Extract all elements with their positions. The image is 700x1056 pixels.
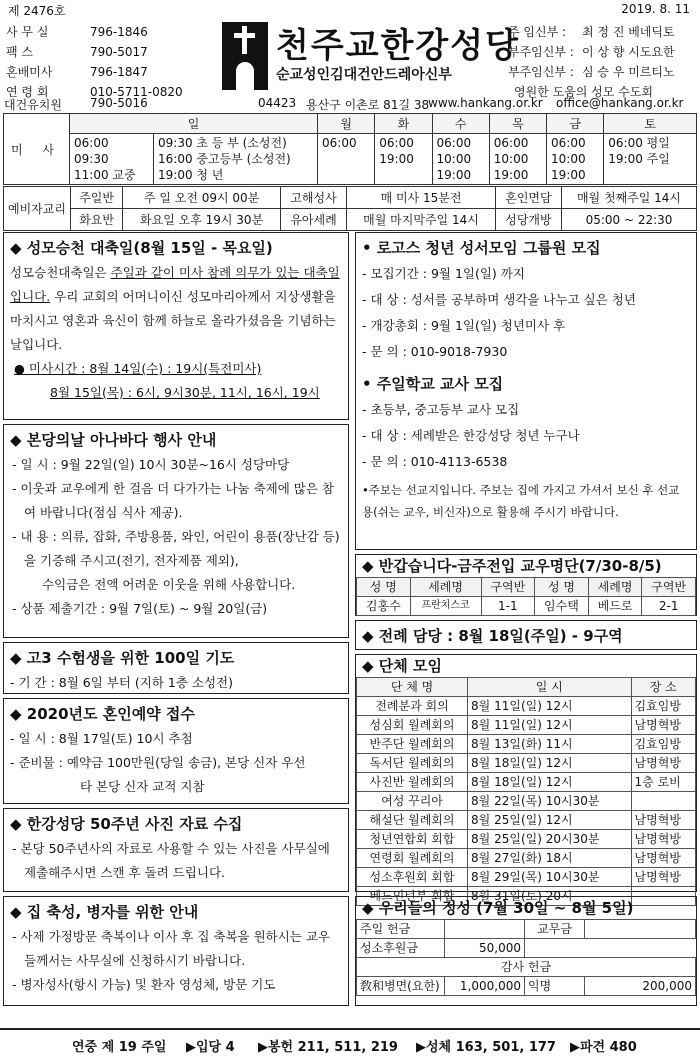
photo-collection-notice [3, 808, 349, 892]
address-bar [0, 96, 700, 112]
section-title: ◆ 고3 수험생을 위한 100일 기도 [10, 649, 235, 667]
table-cell: 김효임방 [631, 735, 695, 754]
table-cell: 반주단 월례회의 [357, 735, 468, 754]
welcome-notice [355, 554, 697, 616]
table-cell: 해설단 월례회의 [357, 811, 468, 830]
communion-hymn: ▶성체 163, 501, 177 [416, 1040, 556, 1055]
table-cell: 50,000 [445, 939, 525, 958]
table-cell: 남명혁방 [631, 811, 695, 830]
section-title: ◆ 본당의날 아나바다 행사 안내 [10, 431, 217, 449]
table-row [357, 868, 696, 887]
table-cell: 성소후원회 회합 [357, 868, 468, 887]
table-cell: 사진반 월례회의 [357, 773, 468, 792]
table-cell: 교무금 [525, 920, 585, 939]
table-cell [631, 792, 695, 811]
table-cell: 남명혁방 [631, 716, 695, 735]
section-line: - 초등부, 중고등부 교사 모집 [362, 402, 520, 417]
table-row [357, 849, 696, 868]
section-title: ◆ 집 축성, 병자를 위한 안내 [10, 903, 199, 921]
table-cell: 8월 29일(목) 10시30분 [468, 868, 632, 887]
table-header: 구역반 [642, 578, 696, 597]
staff-name: 심 승 우 미르티노 [582, 65, 675, 79]
contact-label: 연 령 회 [6, 85, 49, 99]
table-cell: 05:00 ~ 22:30 [562, 209, 697, 231]
mass-times: 06:00 10:00 19:00 [547, 134, 604, 185]
table-row [357, 716, 696, 735]
table-cell: 베드로 [588, 597, 642, 616]
table-cell [525, 939, 696, 958]
table-header: 일 시 [468, 678, 632, 697]
table-cell: 8월 11일(일) 12시 [468, 716, 632, 735]
section-title: ◆ 우리들의 정성 (7월 30일 ~ 8월 5일) [362, 899, 634, 917]
assumption-notice [3, 232, 349, 420]
liturgical-week: 연중 제 19 주일 [72, 1040, 167, 1055]
section-line: - 개강총회 : 9월 1일(일) 청년미사 후 [362, 318, 566, 333]
staff-role: 주 임신부 : [508, 25, 567, 39]
table-cell: 8월 25일(일) 12시 [468, 811, 632, 830]
section-line: - 일 시 : 9월 22일(일) 10시 30분~16시 성당마당 [12, 457, 290, 472]
day-header: 수 [432, 114, 489, 134]
section-line: - 문 의 : 010-4113-6538 [362, 454, 508, 469]
table-cell: 성심회 월례회의 [357, 716, 468, 735]
section-line: - 병자성사(항시 가능) 및 환자 영성체, 방문 기도 [12, 977, 276, 992]
section-line: - 본당 50주년사의 자료로 사용할 수 있는 사진을 사무실에 제출해주시면 스캔 후 돌려 드립니다. [12, 841, 330, 880]
postal-code: 04423 [258, 96, 297, 110]
table-cell: 임수택 [535, 597, 589, 616]
bulletin-header [0, 0, 700, 112]
mass-times-line: ● 미사시간 : 8월 14일(수) : 19시(특전미사) [14, 361, 262, 376]
mass-times-line: 8월 15일(목) : 6시, 9시30분, 11시, 16시, 19시 [50, 385, 320, 400]
contact-label: 사 무 실 [6, 25, 49, 39]
section-line: - 모집기간 : 9월 1일(일) 까지 [362, 266, 525, 281]
recessional-hymn: ▶파견 480 [570, 1040, 637, 1055]
street-address: 용산구 이촌로 81길 38 [306, 98, 430, 112]
table-cell: 화요반 [70, 209, 122, 231]
table-cell: 성소후원금 [357, 939, 445, 958]
table-cell: 주일반 [70, 187, 122, 209]
hymn-footer [0, 1028, 700, 1056]
table-row [357, 830, 696, 849]
section-line: - 이웃과 교우에게 한 걸음 더 다가가는 나눔 축제에 많은 참여 바랍니다(점심 식사 제공). [12, 481, 334, 520]
table-cell: 전례분과 회의 [357, 697, 468, 716]
table-cell: 여성 꾸리아 [357, 792, 468, 811]
contact-value: 790-5017 [90, 45, 148, 59]
table-cell: 8월 22일(목) 10시30분 [468, 792, 632, 811]
section-title: ◆ 한강성당 50주년 사진 자료 수집 [10, 815, 243, 833]
table-cell: 매월 첫째주일 14시 [562, 187, 697, 209]
table-cell: 남명혁방 [631, 754, 695, 773]
table-cell: 2-1 [642, 597, 696, 616]
issue-date: 2019. 8. 11 [621, 2, 690, 16]
table-header: 성 명 [357, 578, 411, 597]
contact-row [6, 62, 183, 82]
staff-role: 부주임신부 : [508, 45, 574, 59]
blessing-notice [3, 896, 349, 1006]
table-cell: 1-1 [481, 597, 535, 616]
table-cell: 8월 27일(화) 18시 [468, 849, 632, 868]
mass-schedule-table [3, 113, 697, 185]
section-title: • 주일학교 교사 모집 [362, 375, 504, 393]
mass-times: 06:00 10:00 19:00 [432, 134, 489, 185]
table-header: 장 소 [631, 678, 695, 697]
contact-row [6, 22, 183, 42]
table-cell: 프란치스코 [410, 597, 481, 616]
anabada-notice [3, 424, 349, 638]
table-cell: 8월 18일(일) 12시 [468, 754, 632, 773]
table-cell: 8월 18일(일) 12시 [468, 773, 632, 792]
contact-label: 혼배미사 [6, 65, 53, 79]
table-cell: 8월 25일(일) 20시30분 [468, 830, 632, 849]
table-cell: 매월 마지막주일 14시 [347, 209, 496, 231]
contact-row [6, 42, 183, 62]
mass-times: 06:00 09:30 11:00 교중 [70, 134, 154, 185]
contact-list [6, 22, 183, 102]
catechism-table [3, 186, 697, 231]
table-cell: 敎和병면(요한) [357, 977, 445, 996]
table-cell: 주 일 오전 09시 00분 [123, 187, 281, 209]
section-line: - 준비물 : 예약금 100만원(당일 송금), 본당 신자 우선 [10, 755, 306, 770]
bulletin-note: •주보는 선교지입니다. 주보는 집에 가지고 가셔서 보신 후 선교용(쉬는 교우, 비신자)으로 활용해 주시기 바랍니다. [362, 483, 680, 519]
offering-notice [355, 896, 697, 1006]
table-header: 세례명 [588, 578, 642, 597]
table-header: 단 체 명 [357, 678, 468, 697]
table-cell: 감사 헌금 [357, 958, 696, 977]
table-header: 성 명 [535, 578, 589, 597]
section-title: ◆ 성모승천 대축일(8월 15일 - 목요일) [10, 239, 273, 257]
church-subtitle: 순교성인김대건안드레아신부 [276, 67, 452, 83]
table-cell: 매 미사 15분전 [347, 187, 496, 209]
day-header: 일 [70, 114, 318, 134]
staff-name: 이 상 향 시도요한 [582, 45, 675, 59]
section-line: - 문 의 : 010-9018-7930 [362, 344, 508, 359]
table-cell: 1,000,000 [445, 977, 525, 996]
groups-notice [355, 654, 697, 903]
section-line: 수익금은 전액 어려운 이웃을 위해 사용합니다. [42, 577, 296, 592]
mass-times: 06:00 19:00 [375, 134, 432, 185]
section-title: • 로고스 청년 성서모임 그룹원 모집 [362, 239, 601, 257]
table-cell [445, 920, 525, 939]
staff-name: 최 정 진 베네딕토 [582, 25, 675, 39]
email-link[interactable]: office@hankang.or.kr [556, 96, 684, 110]
website-link[interactable]: www.hankang.or.kr [428, 96, 543, 110]
section-title: ◆ 전례 담당 : 8월 18일(주일) - 9구역 [362, 627, 623, 645]
offertory-hymn: ▶봉헌 211, 511, 219 [258, 1040, 398, 1055]
section-body: 성모승천대축일은 주일과 같이 미사 참례 의무가 있는 대축일입니다. 우리 교회의 어머니이신 성모마리아께서 지상생활을 마치시고 영혼과 육신이 함께 하늘로 올라가셨음을 기념하는 날입니다. [10, 265, 340, 352]
offering-table [356, 919, 696, 996]
issue-number: 제 2476호 [8, 4, 66, 18]
section-line: 타 본당 신자 교적 지참 [80, 779, 205, 794]
table-cell: 8월 13일(화) 11시 [468, 735, 632, 754]
section-line: - 사제 가정방문 축복이나 이사 후 집 축복을 원하시는 교우들께서는 사무실에 신청하시기 바랍니다. [12, 929, 330, 968]
table-cell: 유아세례 [280, 209, 346, 231]
table-cell: 베드민턴부 회합 [357, 887, 468, 906]
section-line: - 대 상 : 성서를 공부하며 생각을 나누고 싶은 청년 [362, 292, 636, 307]
table-cell: 연령회 월례회의 [357, 849, 468, 868]
entrance-hymn: ▶입당 4 [186, 1040, 235, 1055]
table-cell: 남명혁방 [631, 849, 695, 868]
table-cell: 주일 헌금 [357, 920, 445, 939]
table-row [357, 811, 696, 830]
staff-role: 부주임신부 : [508, 65, 574, 79]
contact-value: 796-1847 [90, 65, 148, 79]
section-line: - 내 용 : 의류, 잡화, 주방용품, 와인, 어린이 용품(장난감 등)을 기증해 주시고(전기, 전자제품 제외), [12, 529, 340, 568]
section-title: ◆ 반갑습니다-금주전입 교우명단(7/30-8/5) [362, 557, 662, 575]
table-header: 구역반 [481, 578, 535, 597]
table-cell: 8월 31일(토) 20시 [468, 887, 632, 906]
table-cell [585, 920, 696, 939]
staff-row [508, 62, 675, 82]
section-title: ◆ 2020년도 혼인예약 접수 [10, 705, 195, 723]
groups-table [356, 677, 696, 906]
liturgy-duty-notice [355, 620, 697, 650]
day-header: 목 [489, 114, 546, 134]
mass-times: 06:00 10:00 19:00 [489, 134, 546, 185]
table-header: 세례명 [410, 578, 481, 597]
mass-times: 06:00 평일 19:00 주일 [604, 134, 697, 185]
table-cell: 혼인면담 [495, 187, 561, 209]
contact-value: 790-5016 [90, 96, 148, 110]
staff-list [508, 22, 675, 102]
table-cell: 1층 로비 [631, 773, 695, 792]
table-cell: 8월 11일(일) 12시 [468, 697, 632, 716]
table-cell: 남명혁방 [631, 830, 695, 849]
section-line: - 상품 제출기간 : 9월 7일(토) ~ 9월 20일(금) [12, 601, 268, 616]
day-header: 토 [604, 114, 697, 134]
table-cell: 청년연합회 회합 [357, 830, 468, 849]
day-header: 화 [375, 114, 432, 134]
section-line: - 대 상 : 세례받은 한강성당 청년 누구나 [362, 428, 580, 443]
table-cell: 성당개방 [495, 209, 561, 231]
table-row [357, 792, 696, 811]
table-cell: 김효임방 [631, 697, 695, 716]
table-row [357, 697, 696, 716]
staff-row [508, 22, 675, 42]
welcome-table [356, 577, 696, 616]
church-title: 천주교한강성당 [276, 26, 520, 66]
mass-label: 미 사 [4, 114, 70, 185]
table-cell: 고해성사 [280, 187, 346, 209]
section-line: - 일 시 : 8월 17일(토) 10시 추첨 [10, 731, 193, 746]
catechism-label: 예비자교리 [4, 187, 71, 231]
section-title: ◆ 단체 모임 [362, 657, 442, 675]
table-cell: 김홍수 [357, 597, 411, 616]
wedding-notice [3, 698, 349, 804]
table-cell: 독서단 월례회의 [357, 754, 468, 773]
church-logo-icon [222, 22, 268, 90]
table-row [357, 754, 696, 773]
staff-row [508, 42, 675, 62]
table-cell: 익명 [525, 977, 585, 996]
mass-times: 06:00 [318, 134, 375, 185]
day-header: 금 [547, 114, 604, 134]
table-row [357, 735, 696, 754]
contact-value: 796-1846 [90, 25, 148, 39]
table-cell: 남명혁방 [631, 868, 695, 887]
contact-value: 010-5711-0820 [90, 85, 183, 99]
section-line: - 기 간 : 8월 6일 부터 (지하 1층 소성전) [10, 675, 233, 690]
contact-label: 대건유치원 [4, 98, 62, 112]
exam-prayer-notice [3, 642, 349, 694]
table-cell: 200,000 [585, 977, 696, 996]
table-row [357, 773, 696, 792]
table-cell: 화요일 오후 19시 30분 [123, 209, 281, 231]
staff-name: 영원한 도움의 성모 수도회 [514, 85, 653, 99]
day-header: 월 [318, 114, 375, 134]
contact-label: 팩 스 [6, 45, 33, 59]
mass-times: 09:30 초 등 부 (소성전) 16:00 중고등부 (소성전) 19:00 청 년 [154, 134, 318, 185]
recruit-notices [355, 232, 697, 550]
